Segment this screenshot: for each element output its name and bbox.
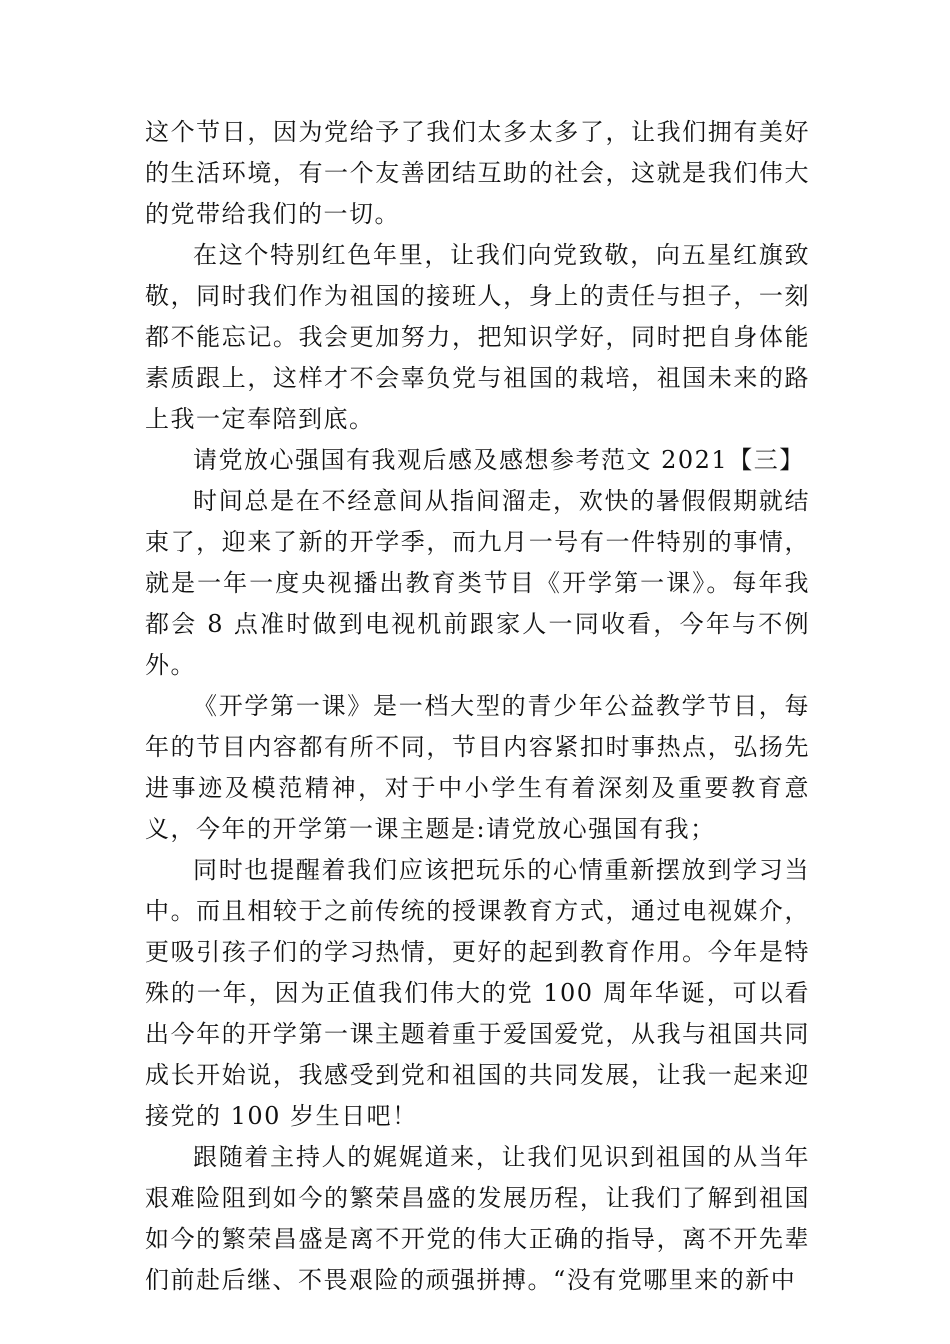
paragraph-2: 在这个特别红色年里，让我们向党致敬，向五星红旗致敬，同时我们作为祖国的接班人，身上的责任与担子，一刻都不能忘记。我会更加努力，把知识学好，同时把自身体能素质跟上，这样才不会辜负党与祖国的栽培，祖国未来的路上我一定奉陪到底。 (145, 241, 810, 433)
paragraph-1: 这个节日，因为党给予了我们太多太多了，让我们拥有美好的生活环境，有一个友善团结互助的社会，这就是我们伟大的党带给我们的一切。 (145, 118, 810, 228)
paragraph-3: 时间总是在不经意间从指间溜走，欢快的暑假假期就结束了，迎来了新的开学季，而九月一号有一件特别的事情，就是一年一度央视播出教育类节目《开学第一课》。每年我都会 8 点准时做到电视机前跟家人一同收看，今年与不例外。 (145, 487, 810, 679)
paragraph-4: 《开学第一课》是一档大型的青少年公益教学节目，每年的节目内容都有所不同，节目内容紧扣时事热点，弘扬先进事迹及模范精神，对于中小学生有着深刻及重要教育意义，今年的开学第一课主题是:请党放心强国有我； (145, 692, 810, 843)
document-body (145, 112, 810, 1301)
paragraph-5: 同时也提醒着我们应该把玩乐的心情重新摆放到学习当中。而且相较于之前传统的授课教育方式，通过电视媒介，更吸引孩子们的学习热情，更好的起到教育作用。今年是特殊的一年，因为正值我们伟大的党 100 周年华诞，可以看出今年的开学第一课主题着重于爱国爱党，从我与祖国共同成长开始说，我感受到党和祖国的共同发展，让我一起来迎接党的 100 岁生日吧！ (145, 856, 810, 1130)
paragraph-6: 跟随着主持人的娓娓道来，让我们见识到祖国的从当年艰难险阻到如今的繁荣昌盛的发展历程，让我们了解到祖国如今的繁荣昌盛是离不开党的伟大正确的指导，离不开先辈们前赴后继、不畏艰险的顽强拼搏。“没有党哪里来的新中 (145, 1143, 810, 1294)
section-heading: 请党放心强国有我观后感及感想参考范文 2021【三】 (193, 446, 805, 474)
